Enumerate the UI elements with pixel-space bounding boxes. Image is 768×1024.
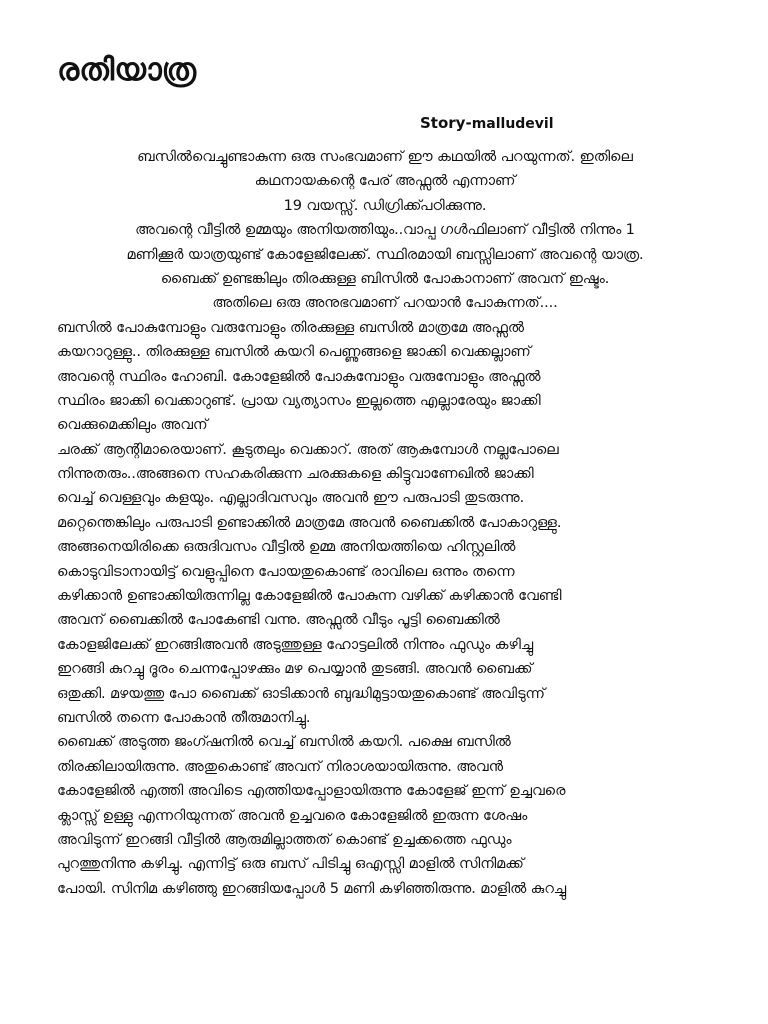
text-line: മറ്റെന്തെങ്കിലും പരുപാടി ഉണ്ടാക്കിൽ മാത്രമേ അവൻ ബൈക്കിൽ പോകാറുള്ളു. [57,513,562,531]
text-line: ബസിൽ തന്നെ പോകാൻ തീരുമാനിച്ചു. [57,708,311,726]
text-line: തിരക്കിലായിരുന്നു. അതുകൊണ്ട് അവന് നിരാശയായിരുന്നു. അവൻ [57,757,503,775]
text-line: 19 വയസ്സ്. ഡിഗ്രിക്ക്പഠിക്കുന്നു. [283,196,487,214]
text-line: അവന്റെ സ്ഥിരം ഹോബി. കോളേജിൽ പോകുമ്പോളും വരുമ്പോളും അഫ്സൽ [57,367,541,385]
text-line: വെക്കുമെക്കിലും അവന് [57,416,208,434]
text-line: കഥനായകന്റെ പേര് അഫ്സൽ എന്നാണ് [254,172,516,190]
text-line: നിന്നുതരും..അങ്ങനെ സഹകരിക്കുന്ന ചരക്കുകളെ കിട്ടുവാണേഖിൽ ജാക്കി [57,465,534,483]
story-title: രതിയാത്ര [57,52,197,88]
text-line: ഒതുക്കി. മഴയത്തു പോ ബൈക്ക് ഓടിക്കാൻ ബുദ്ധിമുട്ടായതുകൊണ്ട് അവിടുന്ന് [57,684,545,702]
text-line: പുറത്തുനിന്നു കഴിച്ചു. എന്നിട്ട് ഒരു ബസ് പിടിച്ചു ഒഎസ്സി മാളിൽ സിനിമക്ക് [57,855,524,873]
text-line: കഴിക്കാൻ ഉണ്ടാക്കിയിരുന്നില്ല കോളേജിൽ പോകുന്ന വഴിക്ക് കഴിക്കാൻ വേണ്ടി [57,587,562,605]
text-line: ബൈക്ക് അടുത്ത ജംഗ്ഷനിൽ വെച്ച് ബസിൽ കയറി. പക്ഷെ ബസിൽ [57,733,511,751]
story-byline [420,114,554,132]
text-line: ബൈക്ക് ഉണ്ടങ്കിലും തിരക്കുള്ള ബിസിൽ പോകാനാണ് അവന് ഇഷ്ടം. [160,269,610,287]
text-line: അവിടുന്ന് ഇറങ്ങി വീട്ടിൽ ആരുമില്ലാത്തത് കൊണ്ട് ഉച്ചക്കത്തെ ഫുഡും [57,830,512,848]
text-line: അവന്റെ വീട്ടിൽ ഉമ്മയും അനിയത്തിയും..വാപ്പ ഗൾഫിലാണ് വീട്ടിൽ നിന്നും 1 [135,221,635,239]
byline-author: malludevil [471,116,554,132]
text-line: സ്ഥിരം ജാക്കി വെക്കാറുണ്ട്. പ്രായ വ്യത്യാസം ഇല്ലത്തെ എല്ലാരേയും ജാക്കി [57,391,541,409]
text-line: കോളജിലേക്ക് ഇറങ്ങിഅവൻ അടുത്തുള്ള ഹോട്ടലിൽ നിന്നും ഫുഡും കഴിച്ചു [57,635,534,653]
byline-prefix: Story- [420,114,472,132]
text-line: കോളേജിൽ എത്തി അവിടെ എത്തിയപ്പോളായിരുന്നു കോളേജ് ഇന്ന് ഉച്ചവരെ [57,782,566,800]
text-line: ബസിൽ പോകുമ്പോളും വരുമ്പോളും തിരക്കുള്ള ബസിൽ മാത്രമേ അഫ്സൽ [57,318,524,336]
text-line: പോയി. സിനിമ കഴിഞ്ഞു ഇറങ്ങിയപ്പോൾ 5 മണി കഴിഞ്ഞിരുന്നു. മാളിൽ കുറച്ചു [57,879,567,897]
text-line: മണിക്കൂർ യാത്രയുണ്ട് കോളേജിലേക്ക്. സ്ഥിരമായി ബസ്സിലാണ് അവന്റെ യാത്ര. [126,245,644,263]
text-line: ബസിൽവെച്ചുണ്ടാകുന്ന ഒരു സംഭവമാണ് ഈ കഥയിൽ പറയുന്നത്. ഇതിലെ [137,148,633,165]
text-line: അതിലെ ഒരു അനുഭവമാണ് പറയാൻ പോകുന്നത്.... [212,294,558,312]
text-line: ചരക്ക് ആന്റിമാരെയാണ്. കൂടുതലും വെക്കാറ്. അത് ആകുമ്പോൾ നല്ലപോലെ [57,440,559,458]
text-line: ക്ലാസ്സ് ഉള്ളു എന്നറിയുന്നത് അവൻ ഉച്ചവരെ കോളേജിൽ ഇരുന്ന ശേഷം [57,806,528,824]
text-line: കൊടുവിടാനായിട്ട് വെളുപ്പിനെ പോയതുകൊണ്ട് രാവിലെ ഒന്നും തന്നെ [57,562,515,580]
text-line: അങ്ങനെയിരിക്കെ ഒരുദിവസം വീട്ടിൽ ഉമ്മ അനിയത്തിയെ ഹിസ്റ്റലിൽ [57,538,516,556]
text-line: ഇറങ്ങി കുറച്ചു ദൂരം ചെന്നപ്പോഴക്കും മഴ പെയ്യാൻ തുടങ്ങി. അവൻ ബൈക്ക് [57,660,533,678]
text-line: വെച്ച് വെള്ളവും കളയും. എല്ലാദിവസവും അവൻ ഈ പരുപാടി തുടരുന്നു. [57,489,525,507]
text-line: കയറാറുള്ളു.. തിരക്കുള്ള ബസിൽ കയറി പെണ്ണുങ്ങളെ ജാക്കി വെക്കല്ലാണ് [57,343,531,361]
story-body [57,145,713,901]
text-line: അവന് ബൈക്കിൽ പോകേണ്ടി വന്നു. അഫ്സൽ വീടും പൂട്ടി ബൈക്കിൽ [57,611,500,629]
